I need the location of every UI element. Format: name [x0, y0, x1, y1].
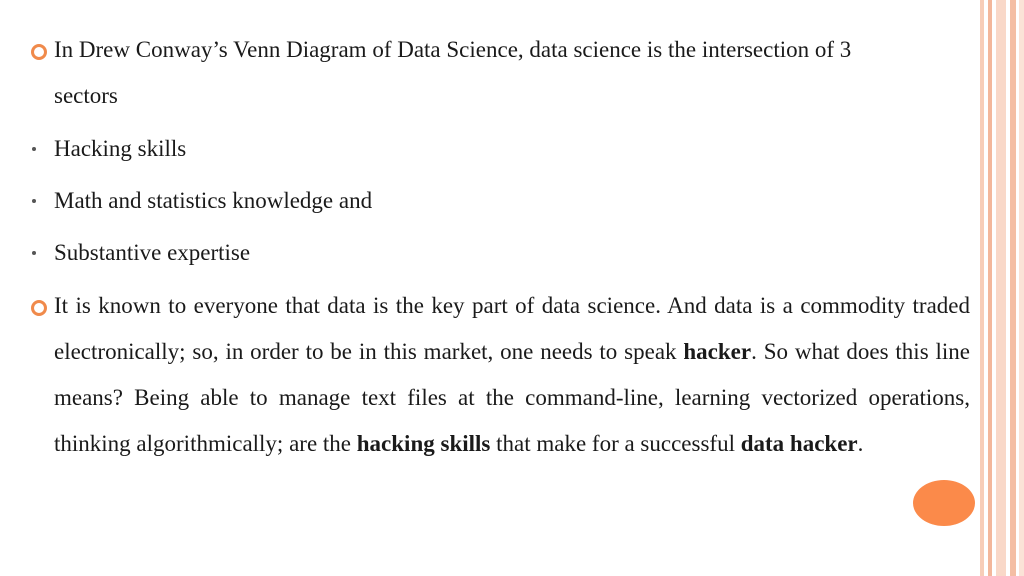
- intro-line: In Drew Conway’s Venn Diagram of Data Science, data science is the intersection of 3: [54, 37, 852, 62]
- paragraph-segment: It is known to everyone that data is the key part of data science. And data is a commodity traded electronically; so, in order to be in this market, one needs to speak: [54, 293, 970, 364]
- sub-bullet-text: Substantive expertise: [54, 240, 251, 265]
- decorative-side-stripes: [980, 0, 1024, 576]
- intro-line-cont: sectors: [54, 83, 118, 108]
- ring-bullet-icon: [31, 44, 47, 60]
- dot-bullet-icon: [32, 199, 36, 203]
- bold-term: hacking skills: [356, 431, 491, 456]
- sub-bullet-text: Hacking skills: [54, 136, 187, 161]
- stripe: [988, 0, 992, 576]
- sub-bullet-text: Math and statistics knowledge and: [54, 188, 373, 213]
- paragraph-segment: .: [857, 431, 864, 456]
- bold-term: hacker: [683, 339, 752, 364]
- paragraph-text: [54, 283, 970, 467]
- paragraph-segment: that make for a successful: [490, 431, 741, 456]
- paragraph-segment: . So what does this line means? Being able to manage text files at the command-line, learning vectorized operations, thinking algorithmically; are the: [54, 339, 970, 456]
- bullet-text: [54, 27, 970, 119]
- stripe: [1019, 0, 1024, 576]
- stripe: [996, 0, 1006, 576]
- dot-bullet-icon: [32, 251, 36, 255]
- decorative-orange-circle: [913, 480, 975, 526]
- stripe: [980, 0, 984, 576]
- bold-term: data hacker: [740, 431, 858, 456]
- stripe: [1010, 0, 1016, 576]
- ring-bullet-icon: [31, 300, 47, 316]
- dot-bullet-icon: [32, 147, 36, 151]
